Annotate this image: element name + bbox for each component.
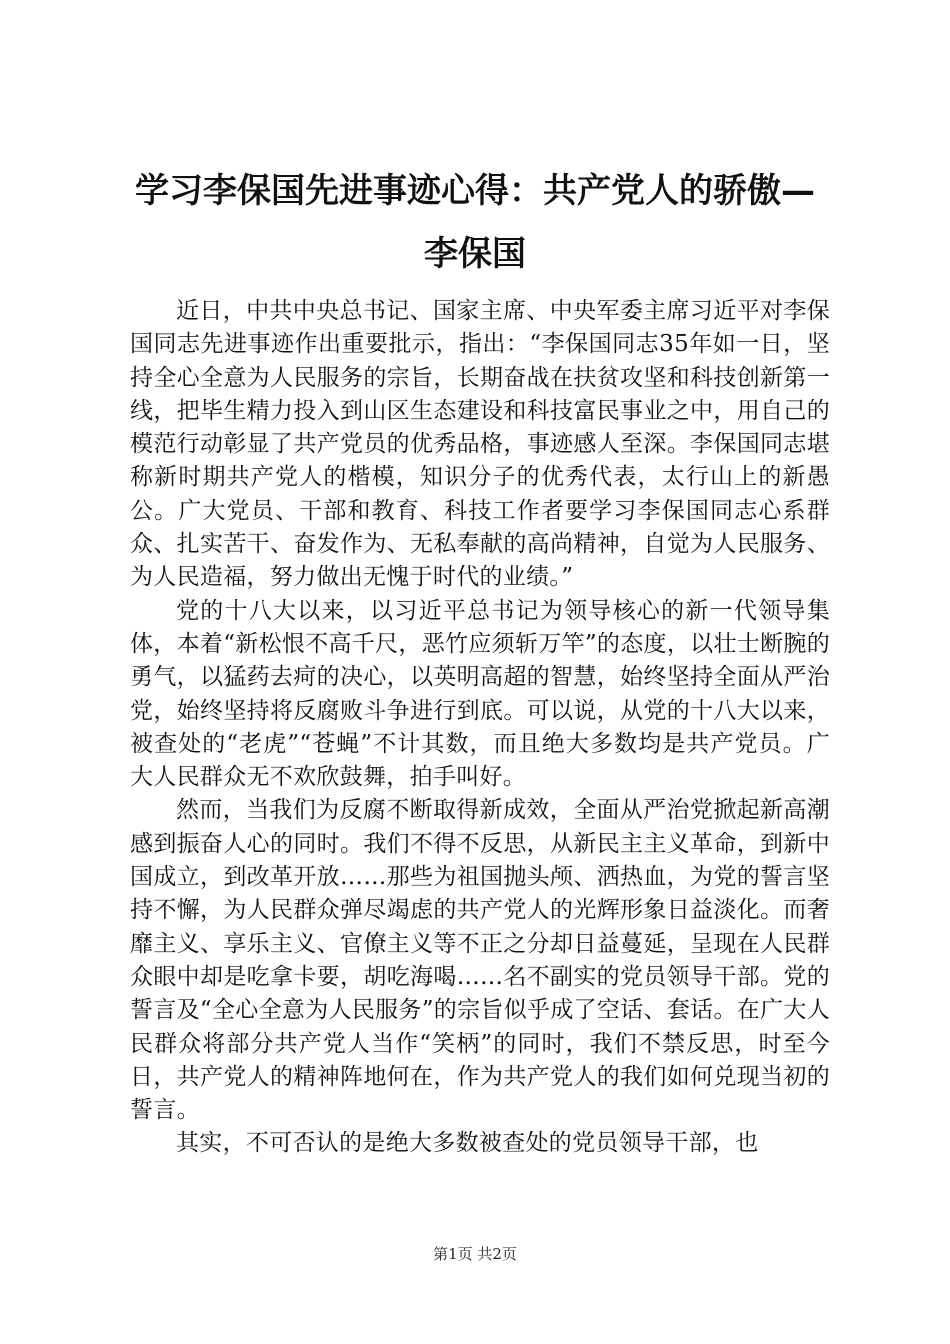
document-title: 学习李保国先进事迹心得：共产党人的骄傲—李保国 [135,171,815,274]
paragraph-3: 然而，当我们为反腐不断取得新成效，全面从严治党掀起新高潮感到振奋人心的同时。我们不得不反思，从新民主主义革命，到新中国成立，到改革开放……那些为祖国抛头颅、洒热血，为党的誓言坚持不懈，为人民群众弹尽竭虑的共产党人的光辉形象日益淡化。而奢靡主义、享乐主义、官僚主义等不正之分却日益蔓延，呈现在人民群众眼中却是吃拿卡要，胡吃海喝……名不副实的党员领导干部。党的誓言及“全心全意为人民服务”的宗旨似乎成了空话、套话。在广大人民群众将部分共产党人当作“笑柄”的同时，我们不禁反思，时至今日，共产党人的精神阵地何在，作为共产党人的我们如何兑现当初的誓言。 [130,797,830,1124]
paragraph-1: 近日，中共中央总书记、国家主席、中央军委主席习近平对李保国同志先进事迹作出重要批示，指出：“李保国同志35年如一日，坚持全心全意为人民服务的宗旨，长期奋战在扶贫攻坚和科技创新第一线，把毕生精力投入到山区生态建设和科技富民事业之中，用自己的模范行动彰显了共产党员的优秀品格，事迹感人至深。李保国同志堪称新时期共产党人的楷模，知识分子的优秀代表，太行山上的新愚公。广大党员、干部和教育、科技工作者要学习李保国同志心系群众、扎实苦干、奋发作为、无私奉献的高尚精神，自觉为人民服务、为人民造福，努力做出无愧于时代的业绩。” [130,298,830,591]
paragraph-2: 党的十八大以来，以习近平总书记为领导核心的新一代领导集体，本着“新松恨不高千尺，恶竹应须斩万竿”的态度，以壮士断腕的勇气，以猛药去疴的决心，以英明高超的智慧，始终坚持全面从严治党，始终坚持将反腐败斗争进行到底。可以说，从党的十八大以来，被查处的“老虎”“苍蝇”不计其数，而且绝大多数均是共产党员。广大人民群众无不欢欣鼓舞，拍手叫好。 [130,597,830,791]
document-body [130,295,830,1161]
paragraph-4: 其实，不可否认的是绝大多数被查处的党员领导干部，也 [176,1130,759,1157]
page-footer: 第1页 共2页 [433,1245,517,1263]
